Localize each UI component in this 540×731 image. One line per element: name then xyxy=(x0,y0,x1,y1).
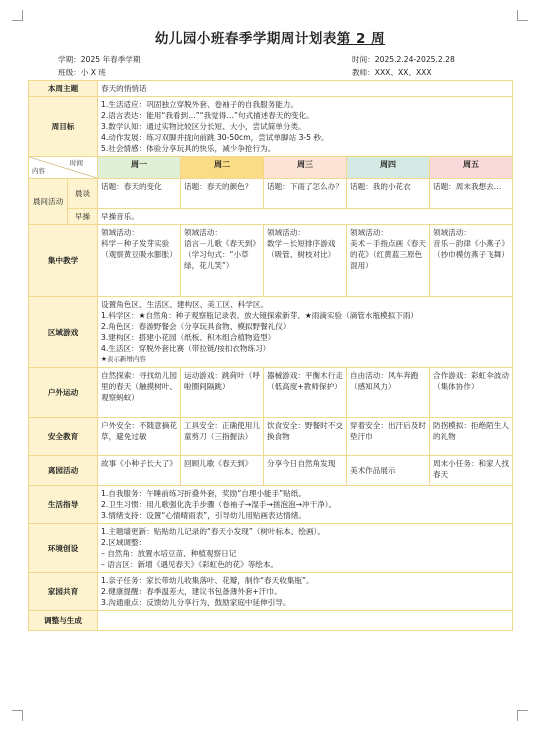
family-item: 3.沟通重点：反馈幼儿分享行为，鼓励家庭中延伸引导。 xyxy=(101,598,291,607)
teaching-thursday xyxy=(347,225,430,297)
teaching-activity: 音乐－韵律《小燕子》（抄巾模仿燕子飞舞） xyxy=(433,239,509,259)
life-content xyxy=(98,486,513,524)
safety-wednesday: 饮食安全：野餐时不交换食物 xyxy=(264,418,347,456)
header-content-label: 内容 xyxy=(32,167,45,175)
safety-friday: 防拐模拟：拒绝陌生人的礼物 xyxy=(430,418,513,456)
title-main: 幼儿园小班春季学期周计划表 xyxy=(154,31,337,47)
leave-monday: 故事《小种子长大了》 xyxy=(98,456,181,486)
env-item: 2.区域调整： xyxy=(101,538,147,547)
day-friday: 周五 xyxy=(430,157,513,179)
area-item: 4.生活区：穿脱外套比赛（带拉链/按扣衣物练习） xyxy=(101,344,271,353)
meta-teacher: 教师：XXX、XX、XXX xyxy=(352,68,432,77)
safety-monday: 户外安全：不随意摘花草，避免过敏 xyxy=(98,418,181,456)
life-item: 2.卫生习惯：用儿歌强化洗手步骤（卷袖子→湿手→搓泡泡→冲干净）。 xyxy=(101,500,337,509)
life-row xyxy=(29,486,513,524)
teaching-field: 领域活动： xyxy=(433,228,471,237)
safety-thursday: 穿着安全：出汗后及时垫汗巾 xyxy=(347,418,430,456)
exercise-label: 早操 xyxy=(68,209,98,225)
life-label: 生活指导 xyxy=(29,486,98,524)
outdoor-thursday: 自由活动：风车奔跑（感知风力） xyxy=(347,368,430,418)
day-monday: 周一 xyxy=(98,157,181,179)
goals-row xyxy=(29,97,513,157)
teaching-field: 领域活动： xyxy=(350,228,388,237)
leave-row xyxy=(29,456,513,486)
teaching-field: 领域活动： xyxy=(101,228,139,237)
outdoor-row xyxy=(29,368,513,418)
outdoor-label: 户外运动 xyxy=(29,368,98,418)
family-label: 家园共育 xyxy=(29,573,98,611)
safety-tuesday: 工具安全：正确使用儿童剪刀（三指握法） xyxy=(181,418,264,456)
adjust-label: 调整与生成 xyxy=(29,611,98,631)
area-item: 1.科学区：★自然角：种子观察瓶记录表、放大镜探索新芽、★雨滴实验（滴管水瓶模拟下雨） xyxy=(101,311,419,320)
theme-value: 春天的悄悄话 xyxy=(98,81,513,97)
adjust-row xyxy=(29,611,513,631)
teaching-friday xyxy=(430,225,513,297)
area-item: 3.建构区：搭建小花园（纸板、积木组合植物造型） xyxy=(101,333,276,342)
goal-item: 4.动作发展：练习双脚并拢向前跳 30-50cm，尝试单脚站 3-5 秒。 xyxy=(101,133,329,142)
teaching-tuesday xyxy=(181,225,264,297)
life-item: 3.情绪支持：设置“心情晴雨表”，引导幼儿用贴画表达情绪。 xyxy=(101,511,306,520)
goal-item: 1.生活适应：巩固独立穿脱外套、卷袖子的自我服务能力。 xyxy=(101,100,299,109)
family-content xyxy=(98,573,513,611)
leave-tuesday: 回顾儿歌《春天到》 xyxy=(181,456,264,486)
goals-label: 周目标 xyxy=(29,97,98,157)
crop-mark-bottom-left xyxy=(12,710,23,721)
weekly-plan-table xyxy=(28,80,513,631)
leave-thursday: 美术作品展示 xyxy=(347,456,430,486)
teaching-activity: 美术－手指点画《春天的花》（红黄蓝三原色混用） xyxy=(350,239,426,270)
goal-item: 3.数学认知：通过实物比较区分长短、大小，尝试简单分类。 xyxy=(101,122,306,131)
outdoor-monday: 自然探索：寻找幼儿园里的春天（触摸树叶、观察蚂蚁） xyxy=(98,368,181,418)
day-tuesday: 周二 xyxy=(181,157,264,179)
talk-friday: 话题：周末我想去… xyxy=(430,179,513,209)
goals-content xyxy=(98,97,513,157)
title-week: 第 2 周 xyxy=(336,31,386,47)
outdoor-wednesday: 器械游戏：平衡木行走（低高度+教师保护） xyxy=(264,368,347,418)
goal-item: 5.社会情感：体验分享玩具的快乐，减少争抢行为。 xyxy=(101,144,276,153)
morning-label: 晨间活动 xyxy=(29,179,68,225)
goal-item: 2.语言表达：能用“我看到…”“我觉得…”句式描述春天的变化。 xyxy=(101,111,314,120)
leave-label: 离园活动 xyxy=(29,456,98,486)
leave-friday: 周末小任务：和家人找春天 xyxy=(430,456,513,486)
family-item: 1.亲子任务：家长带幼儿收集落叶、花瓣，制作“春天收集瓶”。 xyxy=(101,576,314,585)
talk-tuesday: 话题：春天的颜色？ xyxy=(181,179,264,209)
day-thursday: 周四 xyxy=(347,157,430,179)
theme-row xyxy=(29,81,513,97)
header-row xyxy=(29,157,513,179)
crop-mark-top-right xyxy=(517,10,528,21)
area-item: 2.角色区：春游野餐会（分享玩具食物、模拟野餐礼仪） xyxy=(101,322,291,331)
outdoor-tuesday: 运动游戏：跳荷叶（呼啦圈间隔跳） xyxy=(181,368,264,418)
teaching-activity: 科学－种子发芽实验（观察黄豆吸水膨胀） xyxy=(101,239,177,259)
outdoor-friday: 合作游戏：彩虹伞波动（集体协作） xyxy=(430,368,513,418)
teaching-activity: 数学－长短排序游戏（吸管、树枝对比） xyxy=(267,239,336,259)
talk-monday: 话题：春天的变化 xyxy=(98,179,181,209)
leave-wednesday: 分享今日自然角发现 xyxy=(264,456,347,486)
day-wednesday: 周三 xyxy=(264,157,347,179)
family-item: 2.健康提醒：春季温差大，建议书包备薄外套+汗巾。 xyxy=(101,587,282,596)
area-note: ★表示新增内容 xyxy=(101,355,146,363)
talk-label: 晨谈 xyxy=(68,179,98,209)
meta-semester: 学期：2025 年春季学期 xyxy=(58,55,141,64)
crop-mark-top-left xyxy=(12,10,23,21)
talk-thursday: 话题：我的小花衣 xyxy=(347,179,430,209)
safety-row xyxy=(29,418,513,456)
teaching-field: 领域活动： xyxy=(184,228,222,237)
document-title xyxy=(0,27,540,47)
env-label: 环境创设 xyxy=(29,524,98,573)
teaching-monday xyxy=(98,225,181,297)
exercise-value: 早操音乐。 xyxy=(98,209,513,225)
life-item: 1.自我服务：午睡前练习折叠外套，奖励“自理小能手”贴纸。 xyxy=(101,489,306,498)
meta-time: 时间：2025.2.24-2025.2.28 xyxy=(352,55,455,64)
morning-exercise-row xyxy=(29,209,513,225)
crop-mark-bottom-right xyxy=(517,710,528,721)
teaching-wednesday xyxy=(264,225,347,297)
teaching-label: 集中教学 xyxy=(29,225,98,297)
area-row xyxy=(29,297,513,368)
family-row xyxy=(29,573,513,611)
diagonal-header-cell xyxy=(29,157,98,179)
safety-label: 安全教育 xyxy=(29,418,98,456)
adjust-value[interactable] xyxy=(98,611,513,631)
env-content xyxy=(98,524,513,573)
talk-wednesday: 话题：下雨了怎么办？ xyxy=(264,179,347,209)
area-item: 设置角色区、生活区、建构区、美工区、科学区。 xyxy=(101,300,269,309)
morning-talk-row xyxy=(29,179,513,209)
header-time-label: 时间 xyxy=(70,159,83,167)
env-item: 1.主题墙更新：贴贴幼儿记录的“春天小发现”（树叶标本、绘画）。 xyxy=(101,527,325,536)
env-item: – 自然角：放置水培豆苗、种植观察日记 xyxy=(101,549,237,558)
area-label: 区域游戏 xyxy=(29,297,98,368)
env-row xyxy=(29,524,513,573)
teaching-row xyxy=(29,225,513,297)
env-item: – 语言区：新增《遇见春天》《彩虹色的花》等绘本。 xyxy=(101,560,279,569)
teaching-field: 领域活动： xyxy=(267,228,305,237)
area-content xyxy=(98,297,513,368)
teaching-activity: 语言－儿歌《春天到》（学习句式：“小草绿，花儿笑”） xyxy=(184,239,260,270)
meta-class: 班级：小 X 班 xyxy=(58,68,106,77)
theme-label: 本周主题 xyxy=(29,81,98,97)
